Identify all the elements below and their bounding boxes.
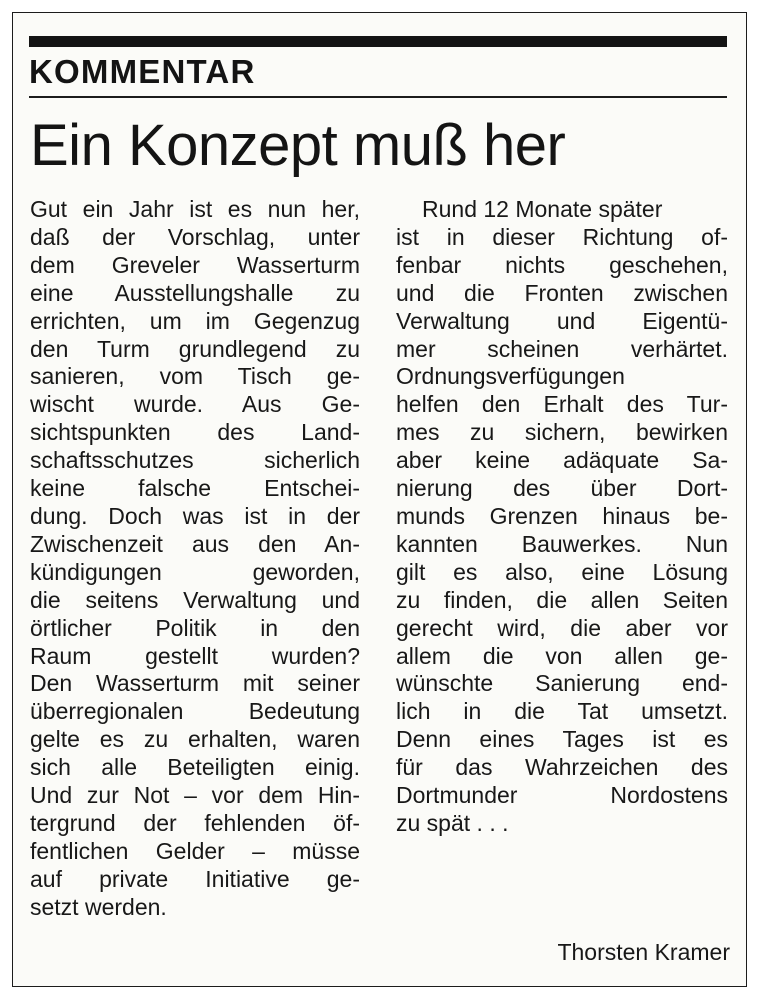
text-line: fentlichen Gelder – müsse xyxy=(30,837,360,864)
text-column-right xyxy=(396,196,728,838)
text-line: wünschte Sanierung end- xyxy=(396,670,728,697)
text-line: örtlicher Politik in den xyxy=(30,614,360,641)
text-line: überregionalen Bedeutung xyxy=(30,698,360,725)
text-line: wischt wurde. Aus Ge- xyxy=(30,391,360,418)
text-line: lich in die Tat umsetzt. xyxy=(396,698,728,725)
text-line: zu spät . . . xyxy=(396,809,509,836)
rubric-label: KOMMENTAR xyxy=(29,53,256,90)
text-line: helfen den Erhalt des Tur- xyxy=(396,391,728,418)
text-line: kannten Bauwerkes. Nun xyxy=(396,530,728,557)
text-line: daß der Vorschlag, unter xyxy=(30,223,360,250)
text-line: Ordnungsverfügungen xyxy=(396,363,625,390)
text-line: und die Fronten zwischen xyxy=(396,279,728,306)
text-line: mer scheinen verhärtet. xyxy=(396,335,728,362)
text-line: setzt werden. xyxy=(30,893,167,920)
text-line: ist in dieser Richtung of- xyxy=(396,223,728,250)
text-line: Rund 12 Monate später xyxy=(422,196,663,222)
text-line: tergrund der fehlenden öf- xyxy=(30,809,360,836)
text-line: Raum gestellt wurden? xyxy=(30,642,360,669)
text-line: Verwaltung und Eigentü- xyxy=(396,307,728,334)
text-column-left xyxy=(30,196,360,922)
text-line: mes zu sichern, bewirken xyxy=(396,419,728,446)
text-line: sichtspunkten des Land- xyxy=(30,419,360,446)
text-line: dem Greveler Wasserturm xyxy=(30,251,360,278)
text-line: Und zur Not – vor dem Hin- xyxy=(30,782,360,809)
text-line: sanieren, vom Tisch ge- xyxy=(30,363,360,390)
text-line: allem die von allen ge- xyxy=(396,642,728,669)
text-line: Gut ein Jahr ist es nun her, xyxy=(30,196,360,222)
text-line: dung. Doch was ist in der xyxy=(30,502,360,529)
text-line: sich alle Beteiligten einig. xyxy=(30,754,360,781)
rubric-rule xyxy=(29,96,727,98)
text-line: aber keine adäquate Sa- xyxy=(396,447,728,474)
text-line: Den Wasserturm mit seiner xyxy=(30,670,360,697)
text-line: nierung des über Dort- xyxy=(396,475,728,502)
text-line: gelte es zu erhalten, waren xyxy=(30,726,360,753)
top-rule-bar xyxy=(29,36,727,47)
text-line: Dortmunder Nordostens xyxy=(396,782,728,809)
text-line: errichten, um im Gegenzug xyxy=(30,307,360,334)
text-line: den Turm grundlegend zu xyxy=(30,335,360,362)
text-line: auf private Initiative ge- xyxy=(30,865,360,892)
article-headline: Ein Konzept muß her xyxy=(30,113,566,178)
text-line: für das Wahrzeichen des xyxy=(396,754,728,781)
text-line: schaftsschutzes sicherlich xyxy=(30,447,360,474)
text-line: keine falsche Entschei- xyxy=(30,475,360,502)
text-line: kündigungen geworden, xyxy=(30,558,360,585)
text-line: munds Grenzen hinaus be- xyxy=(396,502,728,529)
text-line: zu finden, die allen Seiten xyxy=(396,586,728,613)
text-line: fenbar nichts geschehen, xyxy=(396,251,728,278)
text-line: Zwischenzeit aus den An- xyxy=(30,530,360,557)
text-line: eine Ausstellungshalle zu xyxy=(30,279,360,306)
text-line: Denn eines Tages ist es xyxy=(396,726,728,753)
author-byline: Thorsten Kramer xyxy=(557,939,730,965)
text-line: die seitens Verwaltung und xyxy=(30,586,360,613)
text-line: gerecht wird, die aber vor xyxy=(396,614,728,641)
text-line: gilt es also, eine Lösung xyxy=(396,558,728,585)
